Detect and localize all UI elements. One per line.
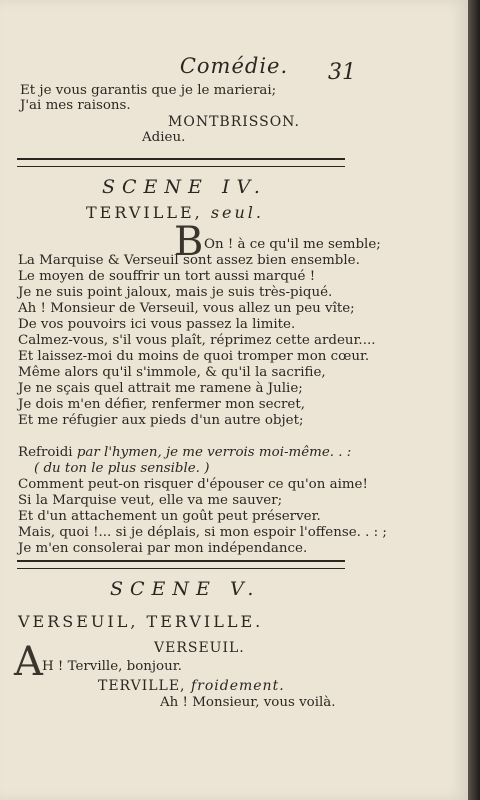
verse-line: H ! Terville, bonjour. <box>42 659 182 674</box>
stage-direction: ( du ton le plus sensible. ) <box>34 461 210 476</box>
verse-line: Le moyen de souffrir un tort aussi marqué ! <box>18 269 316 284</box>
verse-text: Refroidi <box>18 445 77 460</box>
speaker-name: MONTBRISSON. <box>168 114 300 130</box>
verse-line: Je ne sçais quel attrait me ramene à Julie; <box>18 381 303 396</box>
verse-line: De vos pouvoirs ici vous passez la limite. <box>18 317 296 332</box>
verse-line: Et me réfugier aux pieds d'un autre objet; <box>18 413 304 428</box>
verse-line: Calmez-vous, s'il vous plaît, réprimez cette ardeur.... <box>18 333 376 348</box>
verse-line: La Marquise & Verseuil sont assez bien ensemble. <box>18 253 360 268</box>
scene-heading: SCENE IV. <box>102 176 267 198</box>
running-title: Comédie. <box>179 54 289 78</box>
verse-line: Ah ! Monsieur de Verseuil, vous allez un peu vîte; <box>18 301 355 316</box>
scene-cast: VERSEUIL, TERVILLE. <box>18 612 264 631</box>
drop-cap: B <box>174 219 204 265</box>
verse-italic: par l'hymen, je me verrois moi-même. . : <box>76 445 352 460</box>
page-number: 31 <box>328 60 356 85</box>
speaker-note: froidement. <box>190 678 285 694</box>
speaker-name: VERSEUIL. <box>154 640 245 656</box>
verse-line: Si la Marquise veut, elle va me sauver; <box>18 493 283 508</box>
cast-note: seul. <box>210 203 264 222</box>
verse-line: Je ne suis point jaloux, mais je suis très-piqué. <box>18 285 333 300</box>
verse-line: Je m'en consolerai par mon indépendance. <box>18 541 308 556</box>
scene-heading: SCENE V. <box>110 578 261 600</box>
verse-line: Mais, quoi !... si je déplais, si mon espoir l'offense. . : ; <box>18 525 387 540</box>
speaker-label: TERVILLE, <box>98 678 186 694</box>
verse-line: Même alors qu'il s'immole, & qu'il la sacrifie, <box>18 365 326 380</box>
cast-name: TERVILLE, <box>86 203 203 222</box>
scene-divider <box>17 560 345 569</box>
verse-line: J'ai mes raisons. <box>20 98 131 113</box>
verse-line: Je dois m'en défier, renfermer mon secret, <box>18 397 305 412</box>
verse-line <box>18 446 351 459</box>
page-edge <box>468 0 480 800</box>
verse-line: Ah ! Monsieur, vous voilà. <box>160 695 336 710</box>
verse-line: Adieu. <box>142 130 186 145</box>
verse-line: Comment peut-on risquer d'épouser ce qu'on aime! <box>18 477 368 492</box>
scene-divider <box>17 158 345 167</box>
verse-line: On ! à ce qu'il me semble; <box>204 237 381 252</box>
drop-cap: A <box>14 639 43 685</box>
verse-line: Et je vous garantis que je le marierai; <box>20 83 277 98</box>
verse-line: Et laissez-moi du moins de quoi tromper mon cœur. <box>18 349 370 364</box>
verse-line: Et d'un attachement un goût peut préserver. <box>18 509 321 524</box>
speaker-name <box>98 678 285 694</box>
